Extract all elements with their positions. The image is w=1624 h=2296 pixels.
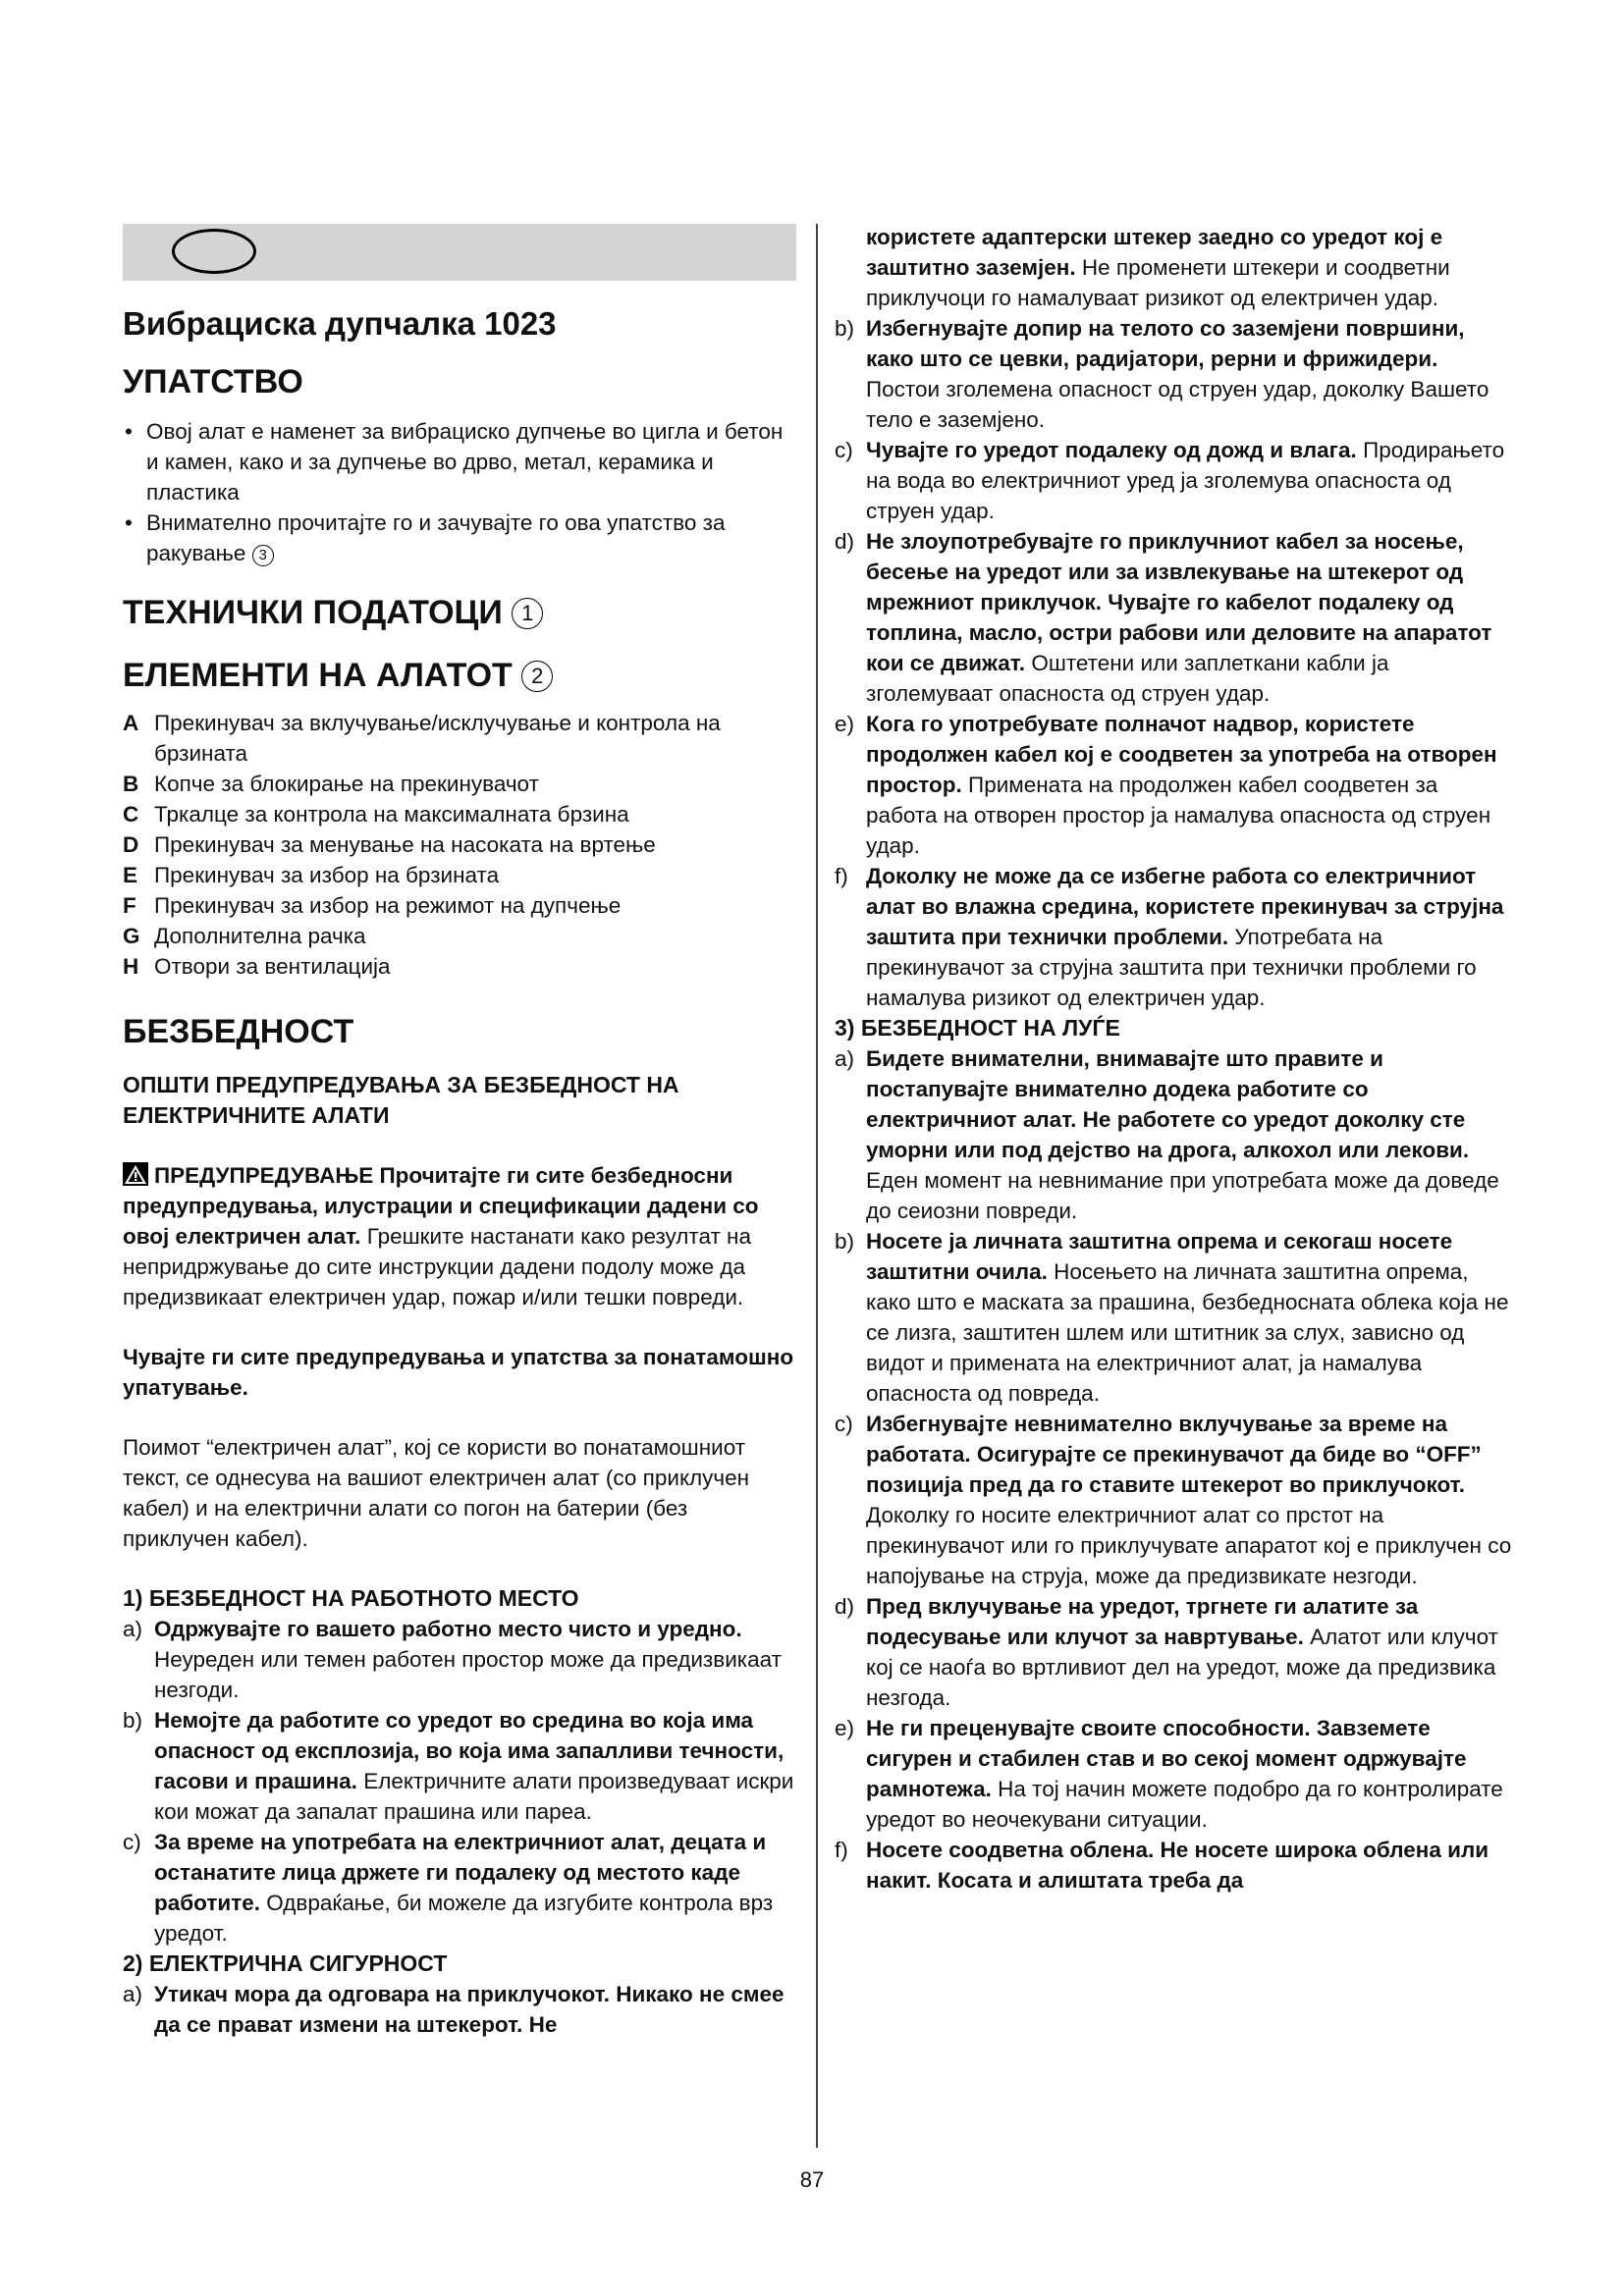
list-item: b) Немојте да работите со уредот во средина во која има опасност од експлозија, во која има запалливи течности, гасови и прашина. Електричните алати произведуваат искри кои можат да запалат прашина или пареа. xyxy=(123,1708,794,1824)
list-item: • Внимателно прочитајте го и зачувајте го ова упатство за ракување 3 xyxy=(123,507,796,568)
s1-heading: 1) БЕЗБЕДНОСТ НА РАБОТНОТО МЕСТО xyxy=(123,1585,579,1611)
list-item: G Дополнителна рачка xyxy=(123,924,366,948)
list-item: f) Носете соодветна облена. Не носете широка облена или накит. Косата и алиштата треба да xyxy=(835,1838,1489,1893)
list-item: b) Носете ја личната заштитна опрема и секогаш носете заштитни очила. Носењето на личната заштитна опрема, како што е маската за прашина, безбедносната облека која не се лизга, заштитен шлем или штитник за слух, зависно од видот и примената на електричниот алат, ја намалува опасноста од повреда. xyxy=(835,1229,1509,1406)
list-item: a) Одржувајте го вашето работно место чисто и уредно. Неуреден или темен работен простор може да предизвикаат незгоди. xyxy=(123,1617,782,1702)
list-item: E Прекинувач за избор на брзината xyxy=(123,863,500,887)
s3-heading: 3) БЕЗБЕДНОСТ НА ЛУЃЕ xyxy=(835,1015,1120,1041)
general-warnings-heading: ОПШТИ ПРЕДУПРЕДУВАЊА ЗА БЕЗБЕДНОСТ НА ЕЛЕКТРИЧНИТЕ АЛАТИ xyxy=(123,1072,679,1128)
warning-paragraph: ПРЕДУПРЕДУВАЊЕ Прочитајте ги сите безбедносни предупредувања, илустрации и спецификации дадени со овој електричен алат. Грешките настанати како резултат на непридржување до сите инструкции дадени подолу може да предизвикаат електричен удар, пожар и/или тешки повреди. xyxy=(123,1163,759,1309)
page-title: Вибрациска дупчалка 1023 xyxy=(123,305,557,342)
figure-ref-2: 2 xyxy=(521,661,553,692)
right-column xyxy=(835,222,1512,1896)
elements-list xyxy=(123,708,796,982)
page-number: 87 xyxy=(799,2167,825,2192)
section-heading-tech: ТЕХНИЧКИ ПОДАТОЦИ 1 xyxy=(123,592,796,633)
keep-instructions-note: Чувајте ги сите предупредувања и упатства за понатамошно упатување. xyxy=(123,1345,794,1400)
section-heading-elements: ЕЛЕМЕНТИ НА АЛАТОТ 2 xyxy=(123,655,796,696)
list-item: A Прекинувач за вклучување/исклучување и контрола на брзината xyxy=(123,711,721,766)
list-item: e) Не ги преценувајте своите способности. Завземете сигурен и стабилен став и во секој момент одржувајте рамнотежа. На тој начин можете подобро да го контролирате уредот во неочекувани ситуации. xyxy=(835,1716,1503,1832)
list-item: d) Не злоупотребувајте го приклучниот кабел за носење, бесење на уредот или за извлекување на штекерот од мрежниот приклучок. Чувајте го кабелот подалеку од топлина, масло, остри рабови или деловите на апаратот кои се движат. Оштетени или заплеткани кабли ја зголемуваат опасноста од струен удар. xyxy=(835,529,1492,706)
list-item: c) Избегнувајте невнимателно вклучување за време на работата. Осигурајте се прекинувачот да биде во “OFF” позиција пред да го ставите штекерот во приклучокот. Доколку го носите електричниот алат со прстот на прекинувачот или го приклучувате апаратот кој е приклучен со напојување на струја, може да предизвикате незгоди. xyxy=(835,1412,1512,1588)
list-item: b) Избегнувајте допир на телото со заземјени површини, како што се цевки, радијатори, рерни и фрижидери. Постои зголемена опасност од струен удар, доколку Вашето тело е заземјено. xyxy=(835,316,1489,432)
left-column xyxy=(123,222,796,2040)
intro-bullets xyxy=(123,416,796,568)
list-item: f) Доколку не може да се избегне работа со електричниот алат во влажна средина, користете прекинувач за струјна заштита при технички проблеми. Употребата на прекинувачот за струјна заштита при технички проблеми го намалува ризикот од електричен удар. xyxy=(835,864,1504,1010)
list-item: F Прекинувач за избор на режимот на дупчење xyxy=(123,893,622,918)
list-item: C Тркалце за контрола на максималната брзина xyxy=(123,802,629,827)
list-item-continued: користете адаптерски штекер заедно со уредот кој е заштитно заземјен. Не променети штекери и соодветни приклучоци го намалуваат ризикот од електричен удар. xyxy=(866,225,1450,310)
section-heading-safety: БЕЗБЕДНОСТ xyxy=(123,1013,354,1050)
list-item: B Копче за блокирање на прекинувачот xyxy=(123,772,539,796)
list-item: H Отвори за вентилација xyxy=(123,954,391,979)
figure-ref-1: 1 xyxy=(512,598,543,629)
list-item: d) Пред вклучување на уредот, тргнете ги алатите за подесување или клучот за навртување. Алатот или клучот кој се наоѓа во вртливиот дел на уредот, може да предизвика незгода. xyxy=(835,1594,1498,1710)
list-item: D Прекинувач за менување на насоката на вртење xyxy=(123,832,656,857)
list-item: a) Утикач мора да одговара на приклучокот. Никако не смее да се прават измени на штекерот. Не xyxy=(123,1982,785,2037)
list-item: c) За време на употребата на електричниот алат, децата и останатите лица држете ги подалеку од местото каде работите. Одвраќање, би можеле да изгубите контрола врз уредот. xyxy=(123,1830,774,1946)
list-item: • Овој алат е наменет за вибрациско дупчење во цигла и бетон и камен, како и за дупчење во дрво, метал, керамика и пластика xyxy=(123,416,796,507)
list-item: c) Чувајте го уредот подалеку од дожд и влага. Продирањето на вода во електричниот уред ја зголемува опасноста од струен удар. xyxy=(835,438,1505,523)
warning-triangle-icon xyxy=(123,1162,148,1186)
list-item: a) Бидете внимателни, внимавајте што правите и постапувајте внимателно додека работите со електричниот алат. Не работете со уредот доколку сте уморни или под дејство на дрога, алкохол или лекови. Еден момент на невнимание при употребата може да доведе до сеиозни повреди. xyxy=(835,1046,1499,1223)
column-divider xyxy=(816,224,818,2148)
section-heading-upatstvo: УПАТСТВО xyxy=(123,363,303,400)
figure-ref-3: 3 xyxy=(252,545,274,566)
list-item: e) Кога го употребувате полначот надвор, користете продолжен кабел кој е соодветен за употреба на отворен простор. Примената на продолжен кабел соодветен за работа на отворен простор ја намалува опасноста од струен удар. xyxy=(835,712,1497,858)
term-definition-note: Поимот “електричен алат”, кој се користи во понатамошниот текст, се однесува на вашиот електричен алат (со приклучен кабел) и на електрични алати со погон на батерии (без приклучен кабел). xyxy=(123,1435,750,1551)
s2-heading: 2) ЕЛЕКТРИЧНА СИГУРНОСТ xyxy=(123,1950,448,1976)
